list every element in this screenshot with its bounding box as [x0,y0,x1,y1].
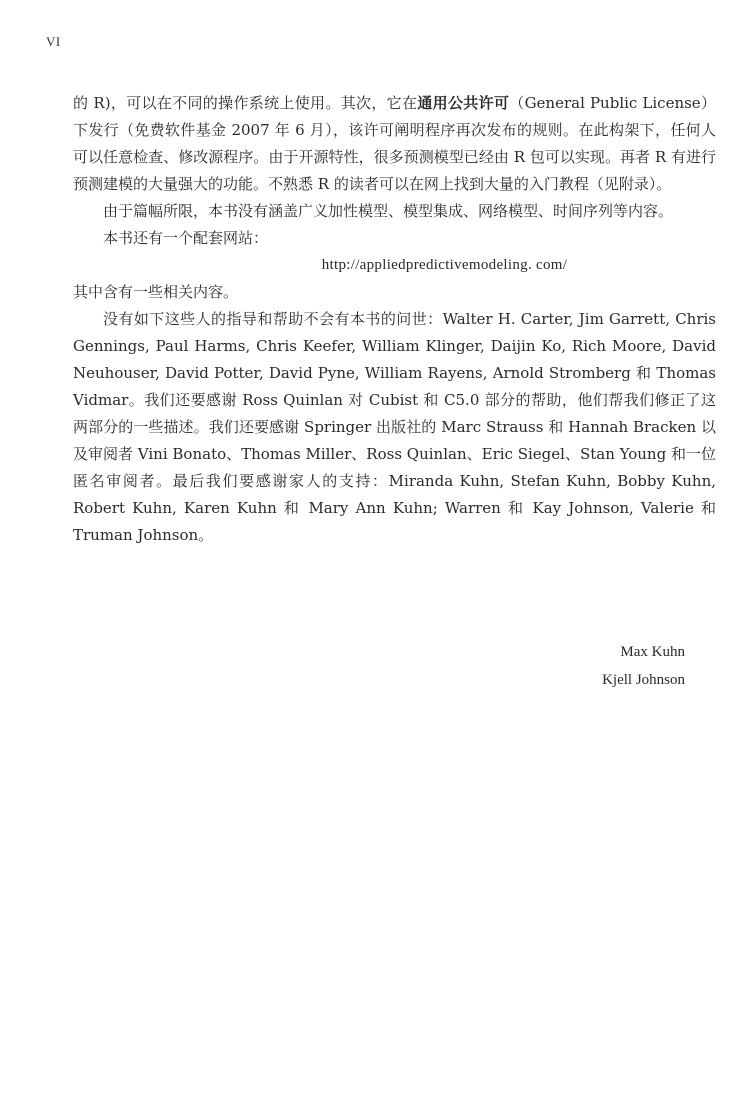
paragraph-website-content: 其中含有一些相关内容。 [73,283,239,301]
page-number: VI [46,34,61,49]
paragraph-website-intro: 本书还有一个配套网站： [103,229,269,247]
website-url: http://appliedpredictivemodeling. com/ [321,257,568,273]
gpl-bold-term: 通用公共许可 [417,94,510,112]
paragraph-license-text-2: （General Public License）下发行（免费软件基金 2007 年 6 月），该许可阐明程序再次发布的规则。在此构架下，任何人可以任意检查、修改源程序。由于开源特性，很多预测模型已经由 R 包可以实现。再者 R 有进行预测建模的大量强大的功能。不熟悉 R 的读者可以在网上找到大量的入门教程（见附录）。 [73,94,717,193]
signature-author-1: Max Kuhn [620,644,685,660]
body-text [73,90,716,549]
signature-author-2: Kjell Johnson [602,672,685,688]
paragraph-acknowledgements: 没有如下这些人的指导和帮助不会有本书的问世：Walter H. Carter, Jim Garrett, Chris Gennings, Paul Harms, Chris Keefer, William Klinger, Daijin Ko, Rich Moore, David Neuhouser, David Potter, David Pyne, William Rayens, Arnold Stromberg 和 Thomas Vidmar。我们还要感谢 Ross Quinlan 对 Cubist 和 C5.0 部分的帮助，他们帮我们修正了这两部分的一些描述。我们还要感谢 Springer 出版社的 Marc Strauss 和 Hannah Bracken 以及审阅者 Vini Bonato、Thomas Miller、Ross Quinlan、Eric Siegel、Stan Young 和一位匿名审阅者。最后我们要感谢家人的支持：Miranda Kuhn, Stefan Kuhn, Bobby Kuhn, Robert Kuhn, Karen Kuhn 和 Mary Ann Kuhn; Warren 和 Kay Johnson, Valerie 和 Truman Johnson。 [73,310,716,544]
paragraph-scope: 由于篇幅所限，本书没有涵盖广义加性模型、模型集成、网络模型、时间序列等内容。 [103,202,674,220]
paragraph-license [73,90,716,198]
signature-block [602,638,685,694]
paragraph-license-text-1: 的 R)，可以在不同的操作系统上使用。其次，它在 [73,94,418,112]
